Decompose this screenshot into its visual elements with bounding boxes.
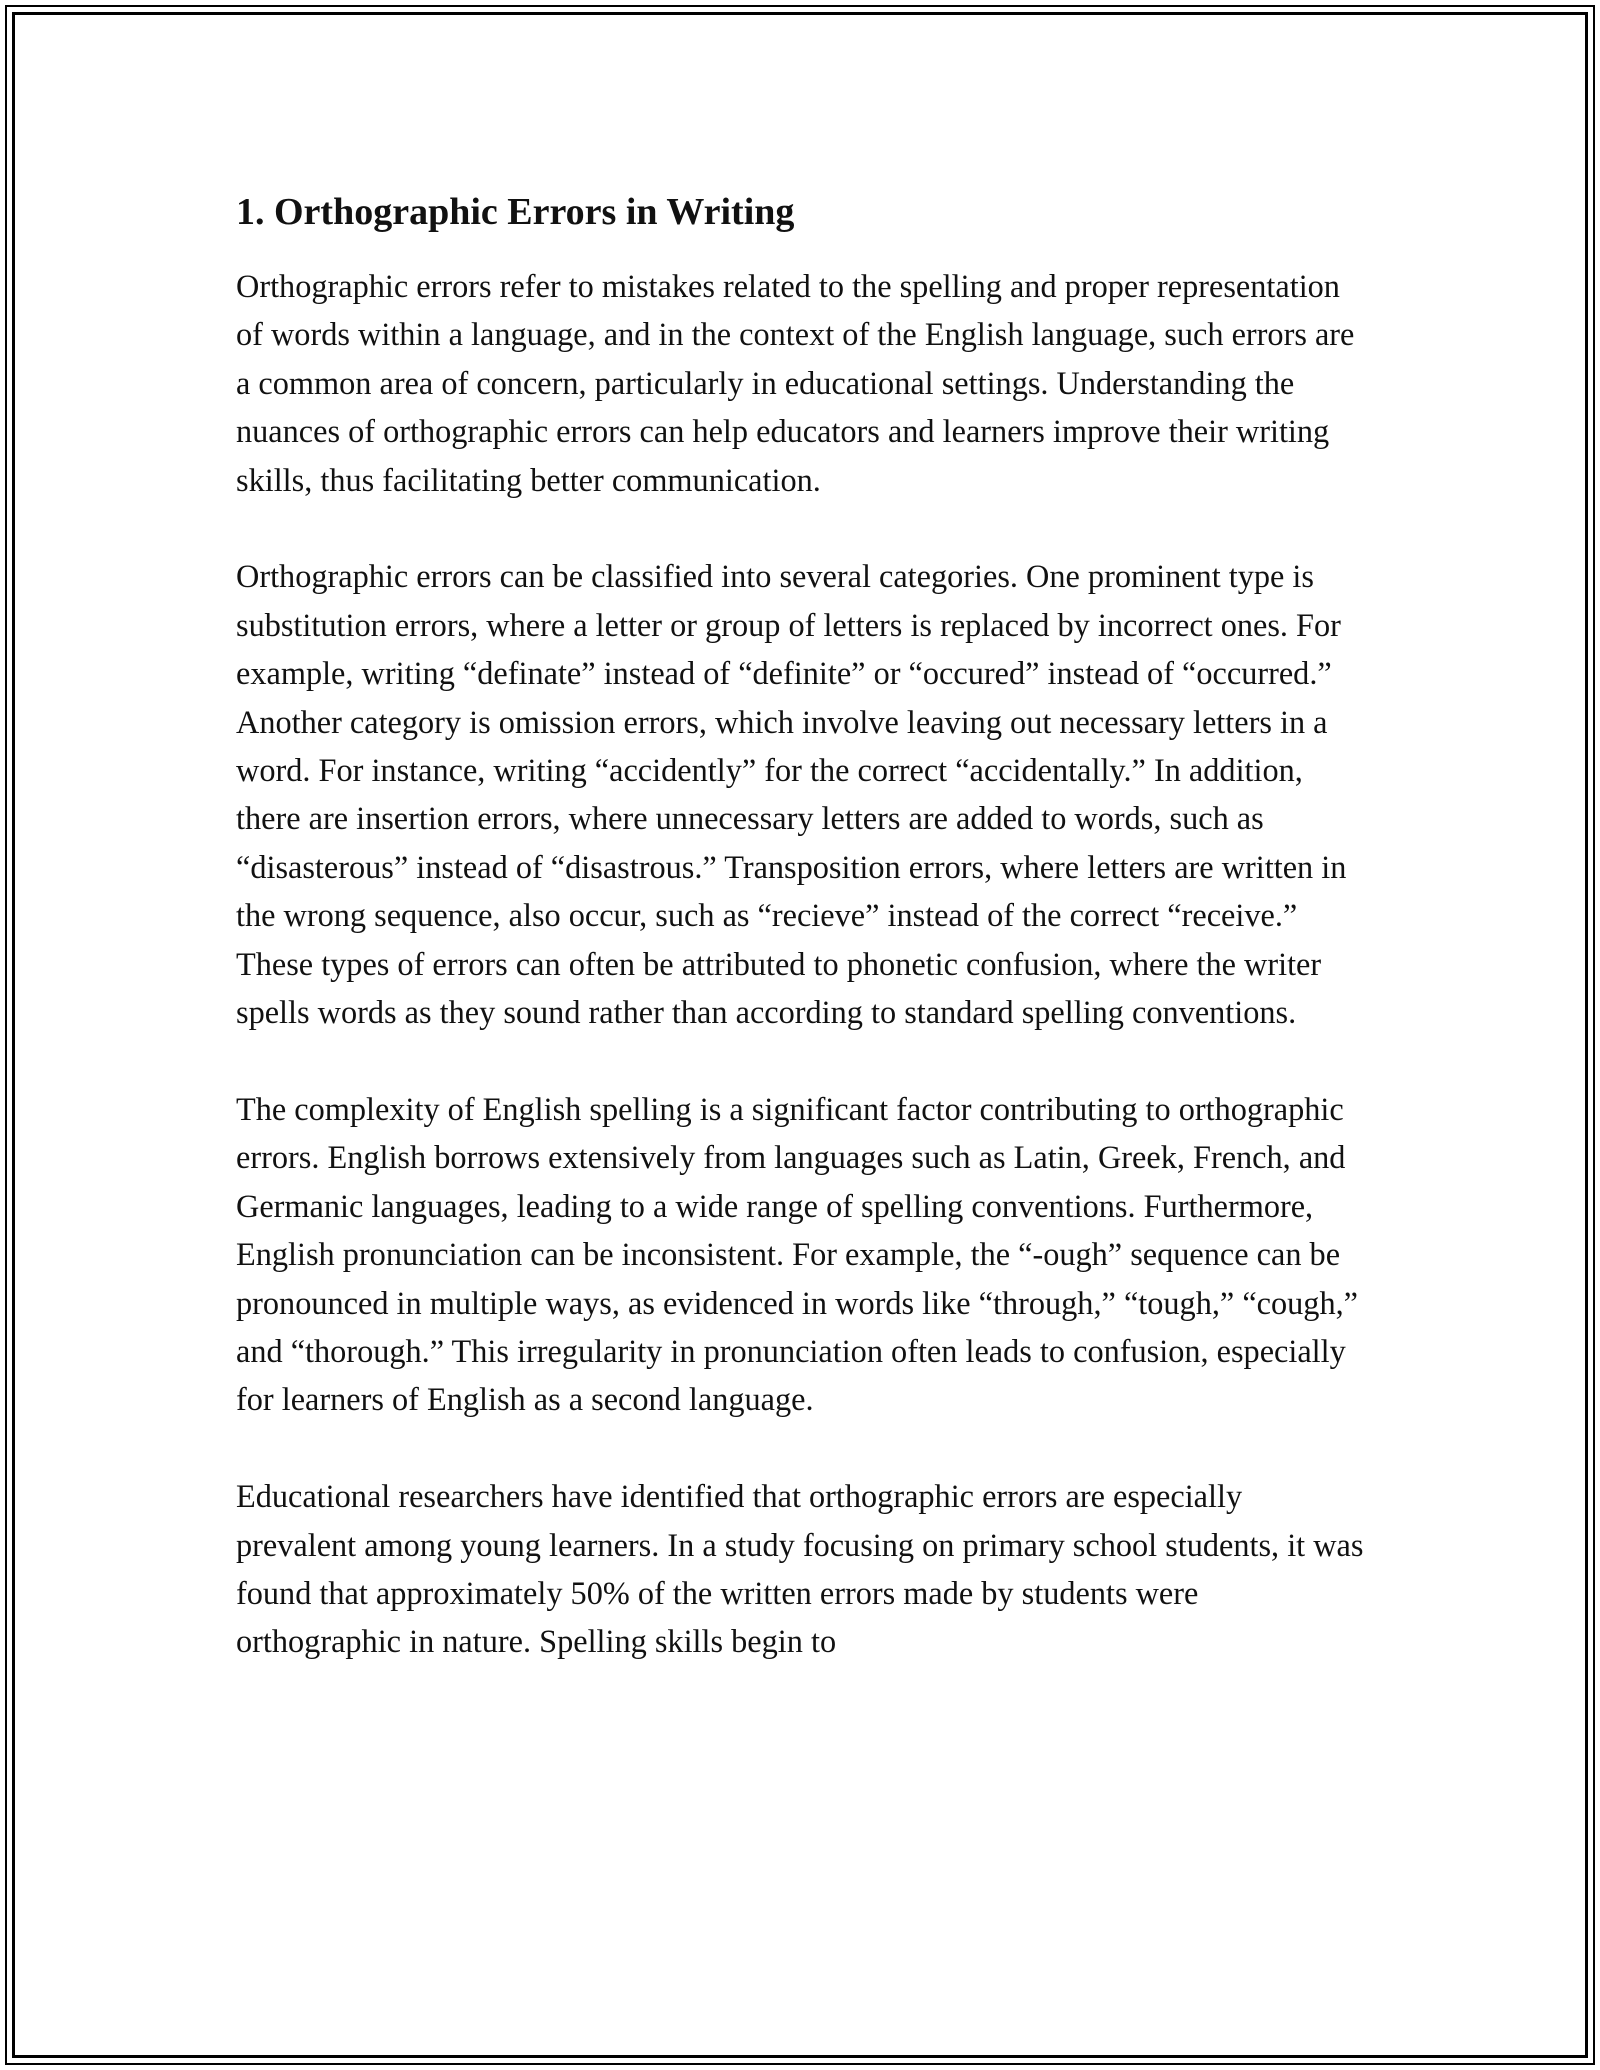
document-body — [236, 186, 1366, 1714]
paragraph-spelling-complexity: The complexity of English spelling is a significant factor contributing to orthographic errors. English borrows extensively from languages such as Latin, Greek, French, and Germanic languages, leading to a wide range of spelling conventions. Furthermore, English pronunciation can be inconsistent. For example, the “-ough” sequence can be pronounced in multiple ways, as evidenced in words like “through,” “tough,” “cough,” and “thorough.” This irregularity in pronunciation often leads to confusion, especially for learners of English as a second language. — [236, 1090, 1359, 1418]
paragraph-young-learners: Educational researchers have identified that orthographic errors are especially prevalent among young learners. In a study focusing on primary school students, it was found that approximately 50% of the written errors made by students were orthographic in nature. Spelling skills begin to — [236, 1478, 1364, 1660]
paragraph-introduction: Orthographic errors refer to mistakes related to the spelling and proper representation of words within a language, and in the context of the English language, such errors are a common area of concern, particularly in educational settings. Understanding the nuances of orthographic errors can help educators and learners improve their writing skills, thus facilitating better communication. — [236, 268, 1355, 498]
section-heading: 1. Orthographic Errors in Writing — [236, 191, 795, 233]
paragraph-error-categories: Orthographic errors can be classified into several categories. One prominent type is substitution errors, where a letter or group of letters is replaced by incorrect ones. For example, writing “definate” instead of “definite” or “occured” instead of “occurred.” Another category is omission errors, which involve leaving out necessary letters in a word. For instance, writing “accidently” for the correct “accidentally.” In addition, there are insertion errors, where unnecessary letters are added to words, such as “disasterous” instead of “disastrous.” Transposition errors, where letters are written in the wrong sequence, also occur, such as “recieve” instead of the correct “receive.” These types of errors can often be attributed to phonetic confusion, where the writer spells words as they sound rather than according to standard spelling conventions. — [236, 558, 1347, 1031]
